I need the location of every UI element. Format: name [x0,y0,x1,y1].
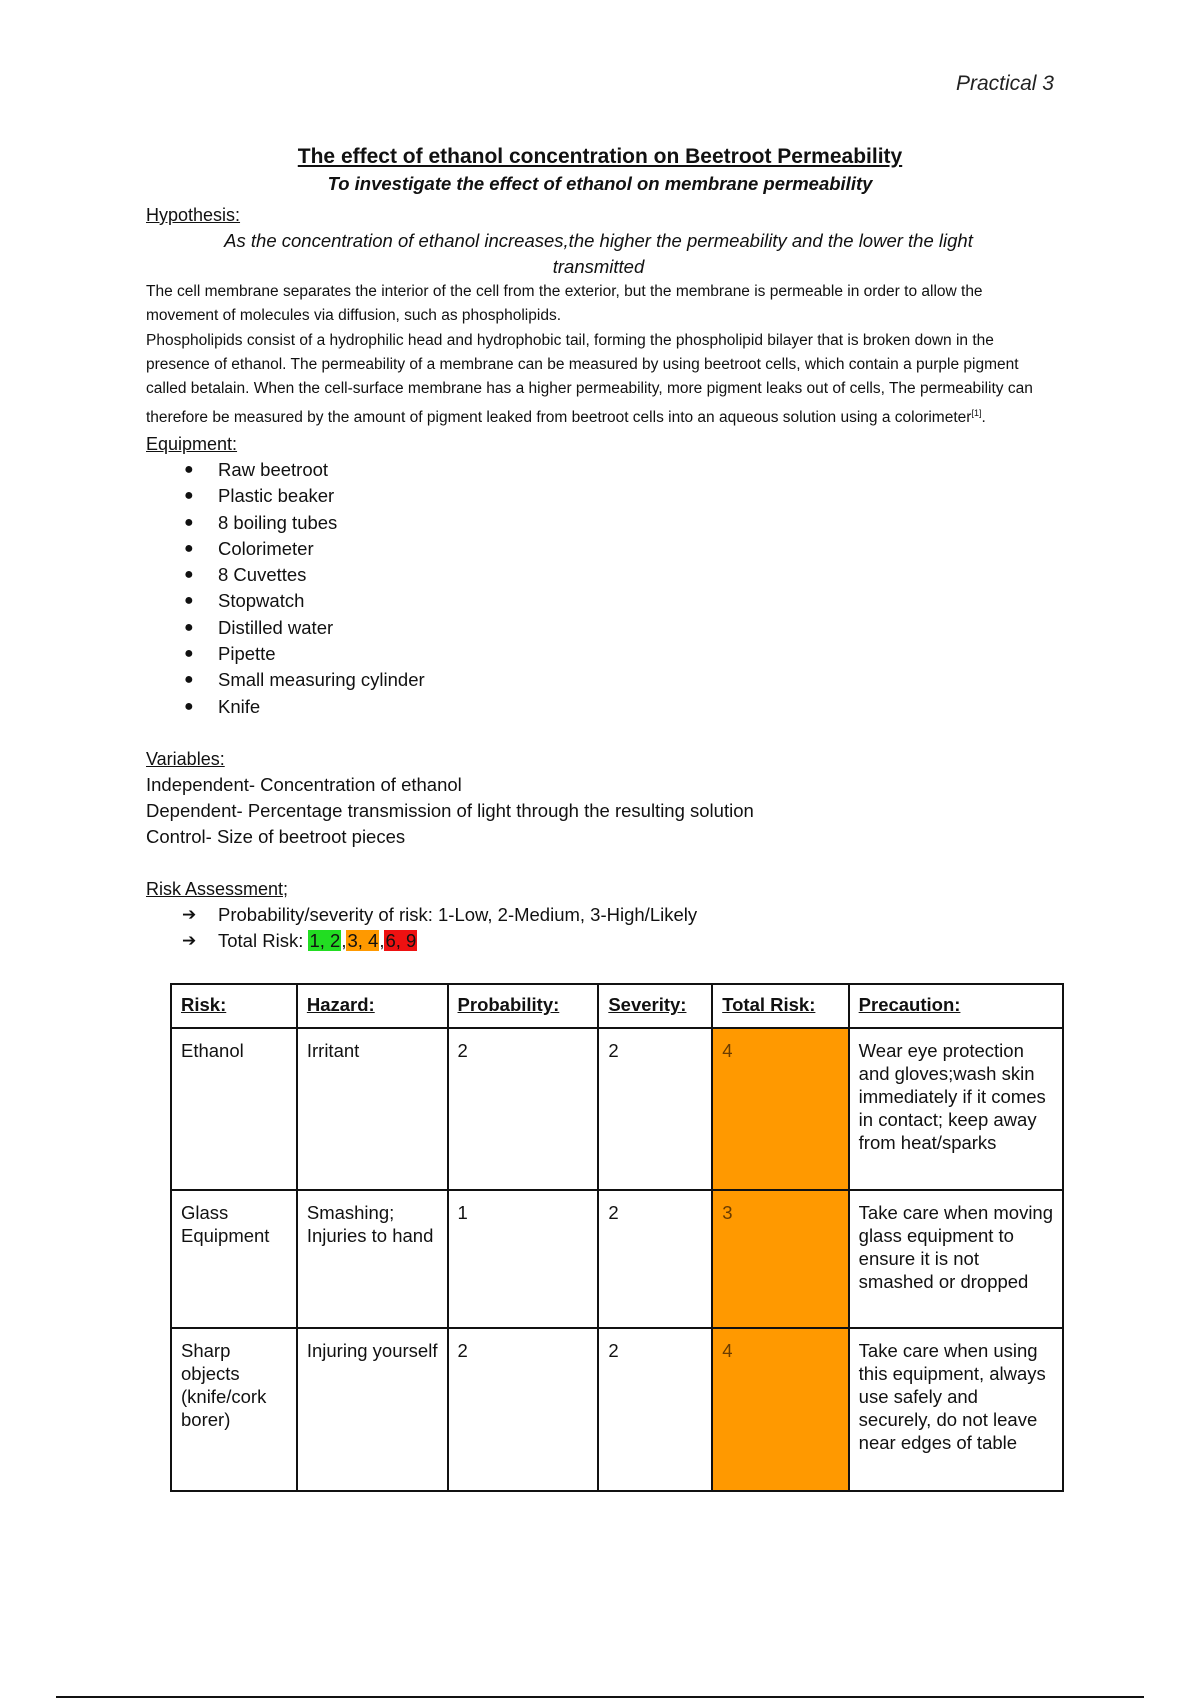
practical-label: Practical 3 [955,72,1054,95]
risk-level-high: 6, 9 [385,929,417,951]
probability-cell: 2 [448,1328,599,1491]
severity-cell: 2 [598,1190,712,1328]
list-item: ➔ Total Risk: 1, 2,3, 4,6, 9 [146,928,1051,954]
list-item: ● Knife [146,694,1051,720]
footer-divider [56,1696,1144,1698]
background-paragraph-2-text: Phospholipids consist of a hydrophilic head and hydrophobic tail, forming the phospholipid bilayer that is broken down in the presence of ethanol. The permeability of a membrane can be measured by using beetroot cells, which contain a purple pigment called betalain. When the cell-surface membrane has a higher permeability, more pigment leaks out of cells, The permeability can therefore be measured by the amount of pigment leaked from beetroot cells into an aqueous solution using a colorimeter [146,331,1033,427]
reference-link[interactable]: [1] [971,408,982,419]
hypothesis-heading: Hypothesis: [146,205,241,225]
bullet-icon: ● [184,618,194,636]
bullet-icon: ● [184,539,194,557]
list-item: ● 8 boiling tubes [146,510,1051,536]
precaution-cell: Take care when using this equipment, always use safely and securely, do not leave near edges of table [849,1328,1063,1491]
paragraph-end: . [981,409,986,427]
variables-heading: Variables: [146,748,225,769]
bullet-icon: ● [184,513,194,531]
risk-cell: Sharp objects (knife/cork borer) [171,1328,297,1491]
column-header: Total Risk: [712,984,848,1028]
list-item: ● Small measuring cylinder [146,667,1051,693]
table-row [171,1328,1063,1491]
arrow-right-icon: ➔ [182,930,197,950]
risk-cell: Ethanol [171,1028,297,1190]
hypothesis-text: As the concentration of ethanol increases,the higher the permeability and the lower the light transmitted [224,230,973,277]
list-item: ● Raw beetroot [146,457,1051,483]
hazard-cell: Injuring yourself [297,1328,448,1491]
list-item: ● Stopwatch [146,588,1051,614]
risk-key-list [146,902,1051,954]
probability-cell: 2 [448,1028,599,1190]
equipment-heading: Equipment: [146,433,238,454]
list-item: ● Pipette [146,641,1051,667]
page-title: The effect of ethanol concentration on Beetroot Permeability [297,145,903,168]
bullet-icon: ● [184,645,194,663]
risk-level-low: 1, 2 [309,929,341,951]
control-variable: Control- Size of beetroot pieces [146,825,406,847]
page-subtitle: To investigate the effect of ethanol on membrane permeability [327,173,873,194]
column-header: Severity: [598,984,712,1028]
bullet-icon: ● [184,671,194,689]
list-item: ● 8 Cuvettes [146,562,1051,588]
total-risk-cell: 3 [712,1190,848,1328]
hazard-cell: Irritant [297,1028,448,1190]
independent-variable: Independent- Concentration of ethanol [146,773,462,795]
list-item: ● Colorimeter [146,536,1051,562]
bullet-icon: ● [184,460,194,478]
probability-cell: 1 [448,1190,599,1328]
arrow-right-icon: ➔ [182,904,197,924]
column-header: Risk: [171,984,297,1028]
table-header-row [171,984,1063,1028]
bullet-icon: ● [184,487,194,505]
risk-table [170,983,1064,1492]
hazard-cell: Smashing; Injuries to hand [297,1190,448,1328]
background-paragraph-1: The cell membrane separates the interior of the cell from the exterior, but the membrane is permeable in order to allow the movement of molecules via diffusion, such as phospholipids. [146,283,983,325]
equipment-list [146,457,1051,720]
column-header: Probability: [448,984,599,1028]
severity-cell: 2 [598,1028,712,1190]
bullet-icon: ● [184,592,194,610]
risk-heading: Risk Assessment; [146,878,289,899]
column-header: Hazard: [297,984,448,1028]
list-item: ➔ Probability/severity of risk: 1-Low, 2-Medium, 3-High/Likely [146,902,1051,928]
precaution-cell: Take care when moving glass equipment to ensure it is not smashed or dropped [849,1190,1063,1328]
column-header: Precaution: [849,984,1063,1028]
bullet-icon: ● [184,697,194,715]
total-risk-cell: 4 [712,1028,848,1190]
risk-level-medium: 3, 4 [347,929,379,951]
document-body [146,202,1051,954]
bullet-icon: ● [184,566,194,584]
total-risk-cell: 4 [712,1328,848,1491]
table-row [171,1190,1063,1328]
risk-cell: Glass Equipment [171,1190,297,1328]
list-item: ● Distilled water [146,615,1051,641]
severity-cell: 2 [598,1328,712,1491]
total-risk-label: Total Risk: [218,929,309,951]
dependent-variable: Dependent- Percentage transmission of light through the resulting solution [146,799,754,821]
precaution-cell: Wear eye protection and gloves;wash skin immediately if it comes in contact; keep away from heat/sparks [849,1028,1063,1190]
list-item: ● Plastic beaker [146,483,1051,509]
background-paragraph-2 [146,329,1051,431]
table-row [171,1028,1063,1190]
